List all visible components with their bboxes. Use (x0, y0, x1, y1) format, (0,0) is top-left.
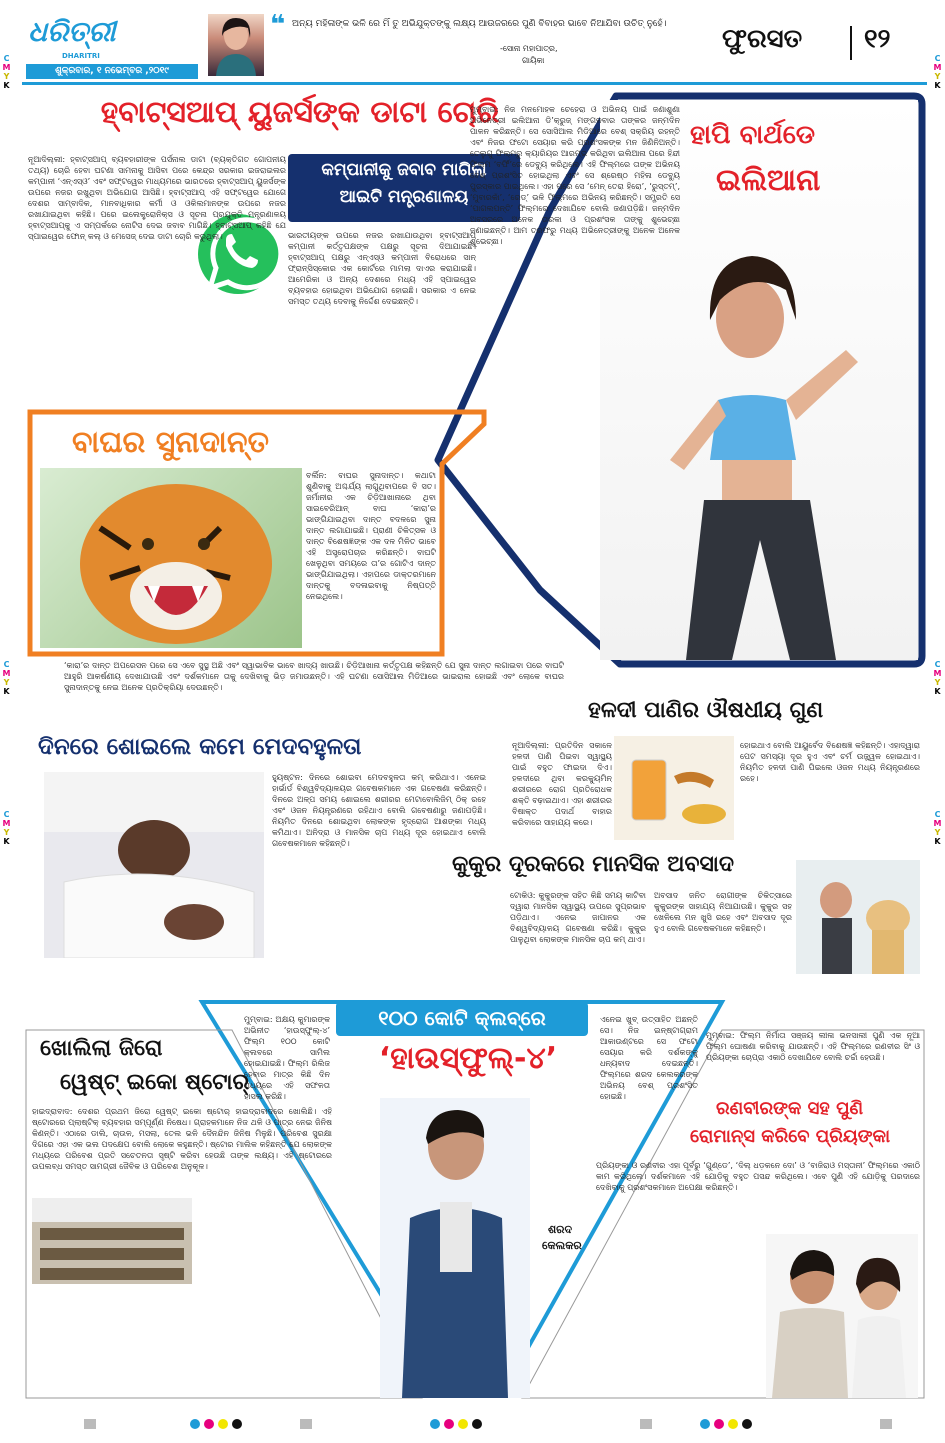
sleep-body: ହ୍ୟୁଷ୍ଟନ: ଦିନରେ ଶୋଇବା ମେଦବହୁଳତା କମ୍ କରିଥାଏ। ଏନେଇ ହାର୍ଭାର୍ଡ ବିଶ୍ୱବିଦ୍ୟାଳୟର ଗବେଷକମାନେ ଏକ ଗବେଷଣା କରିଛନ୍ତି। ଦିନରେ ଅଳ୍ପ ସମୟ ଶୋଇଲେ ଶରୀରର ମେଟାବୋଲିଜିମ୍ ଠିକ୍ ରହେ ଏବଂ ଓଜନ ନିୟନ୍ତ୍ରଣରେ ରହିଥାଏ ବୋଲି ଗବେଷଣାରୁ ଜଣାପଡ଼ିଛି। ନିୟମିତ ଦିନରେ ଶୋଇଥିବା ଲୋକଙ୍କ ହୃଦ୍‌ରୋଗ ଆଶଙ୍କା ମଧ୍ୟ କମିଥାଏ। ଅନିଦ୍ରା ଓ ମାନସିକ ଚାପ ମଧ୍ୟ ଦୂର ହୋଇଥାଏ ବୋଲି ଗବେଷକମାନେ କହିଛନ୍ତି। (272, 773, 486, 848)
reg-k: K (3, 81, 10, 90)
masthead (22, 10, 927, 88)
turmeric-body-1: ନୂଆଦିଲ୍ଲୀ: ପ୍ରତିଦିନ ସକାଳେ ହଳଦୀ ପାଣି ପିଇବା ସ୍ୱାସ୍ଥ୍ୟ ପାଇଁ ବହୁତ ଫାଇଦା ଦିଏ। ହଳଦୀରେ ଥିବା କରକ୍ୟୁମିନ୍ ଶରୀରରେ ରୋଗ ପ୍ରତିରୋଧକ ଶକ୍ତି ବଢ଼ାଇଥାଏ। ଏହା ଶରୀରର ବିଷାକ୍ତ ପଦାର୍ଥ ବାହାର କରିବାରେ ସାହାଯ୍ୟ କରେ। (512, 741, 612, 827)
whatsapp-sub-line2: ଆଇଟି ମନ୍ତ୍ରଣାଳୟ (339, 187, 469, 207)
paper-logo: ଧରିତ୍ରୀ (28, 15, 116, 48)
zero-body: ହାଇଦ୍ରାବାଦ: ଦେଶର ପ୍ରଥମ ଜିରୋ ୱେଷ୍ଟ୍ ଇକୋ ଷ୍ଟୋର୍ ହାଇଦ୍ରାବାଦରେ ଖୋଲିଛି। ଏହି ଷ୍ଟୋରରେ ପ୍ଲାଷ୍ଟିକ୍ ବ୍ୟବହାର ସମ୍ପୂର୍ଣ୍ଣ ନିଷେଧ। ଗ୍ରାହକମାନେ ନିଜ ଥଳି ଓ ପାତ୍ର ନେଇ ଜିନିଷ କିଣନ୍ତି। ଏଠାରେ ଡାଲି, ଚାଉଳ, ମସଲା, ତେଲ ଭଳି ଦୈନନ୍ଦିନ ଜିନିଷ ମିଳୁଛି। ପରିବେଶ ସୁରକ୍ଷା ଦିଗରେ ଏହା ଏକ ଭଲ ପଦକ୍ଷେପ ବୋଲି ଲୋକେ କହୁଛନ୍ତି। ଷ୍ଟୋର ମାଲିକ କହିଛନ୍ତି ଯେ ଲୋକଙ୍କ ମଧ୍ୟରେ ପରିବେଶ ପ୍ରତି ସଚେତନତା ସୃଷ୍ଟି କରିବା ହେଉଛି ତାଙ୍କ ଲକ୍ଷ୍ୟ। ଏହି ଷ୍ଟୋରରେ ଉପଲବ୍ଧ ସମସ୍ତ ସାମଗ୍ରୀ ଜୈବିକ ଓ ପରିବେଶ ଅନୁକୂଳ। (32, 1107, 332, 1171)
reg-k: K (3, 837, 10, 846)
ranveer-body-1: ମୁମ୍ବାଇ: ଫିଲ୍ମ ନିର୍ମାତା ସଞ୍ଜୟ ଲୀଳା ଭନସାଲୀ ପୁଣି ଏକ ନୂଆ ଫିଲ୍ମ ଘୋଷଣା କରିବାକୁ ଯାଉଛନ୍ତି। ଏହି ଫିଲ୍ମରେ ରଣବୀର ସିଂ ଓ ପ୍ରିୟଙ୍କା ଚୋପ୍ରା ଏକାଠି ଦେଖାଯିବେ ବୋଲି ଚର୍ଚ୍ଚା ହେଉଛି। (706, 1031, 920, 1062)
housefull-headline-main: ‘ହାଉସ୍‌ଫୁଲ୍-୪’ (378, 1041, 558, 1076)
reg-c: C (934, 54, 941, 63)
zero-headline-1: ଖୋଲିଲା ଜିରୋ (40, 1036, 163, 1061)
whatsapp-sub-line1: କମ୍ପାନୀକୁ ଜବାବ ମାଗିଲା (321, 160, 487, 180)
reg-y: Y (934, 72, 941, 81)
zero-headline-2: ୱେଷ୍ଟ୍ ଇକୋ ଷ୍ଟୋର୍ (60, 1070, 250, 1095)
housefull-caption-1: ଶରଦ (548, 1223, 573, 1236)
reg-k: K (934, 81, 941, 90)
sleep-headline: ଦିନରେ ଶୋଇଲେ କମେ ମେଦବହୁଳତା (38, 734, 362, 760)
reg-y: Y (934, 828, 941, 837)
reg-m: M (933, 669, 942, 678)
quote-mark-icon: ❝ (270, 10, 286, 40)
reg-marks-right-top (933, 54, 942, 90)
footer-color-bar-2 (430, 1414, 486, 1433)
footer-grey-bar-left (84, 1414, 96, 1433)
quote-portrait (208, 14, 264, 76)
housefull-top-box (336, 1002, 588, 1036)
reg-m: M (2, 819, 11, 828)
reg-y: Y (3, 828, 10, 837)
reg-m: M (2, 63, 11, 72)
zero-photo (32, 1198, 192, 1284)
reg-m: M (2, 669, 11, 678)
footer-color-bar-3 (700, 1414, 756, 1433)
issue-date: ଶୁକ୍ରବାର, ୧ ନଭେମ୍ବର ,୨୦୧୯ (26, 64, 198, 79)
page-number: ୧୨ (864, 24, 891, 54)
masthead-rule (22, 82, 927, 85)
whatsapp-headline: ହ୍ବାଟ୍ସଆପ୍ ୟୁଜର୍ସଙ୍କ ଡାଟା ଚୋରି (100, 95, 500, 130)
housefull-body-1: ମୁମ୍ବାଇ: ଅକ୍ଷୟ କୁମାରଙ୍କ ଅଭିନୀତ ‘ହାଉସ୍‌ଫୁଲ୍-୪’ ଫିଲ୍ମ ୧୦୦ କୋଟି କ୍ଲବରେ ସାମିଲ ହୋଇଯାଇଛି। ଫିଲ୍ମ ରିଲିଜ ହେବାର ମାତ୍ର କିଛି ଦିନ ମଧ୍ୟରେ ଏହି ସଫଳତା ହାସଲ କରିଛି। (244, 1015, 330, 1101)
quote-author: -ସୋନା ମହାପାତ୍ର, (500, 44, 558, 53)
reg-marks-left-top (2, 54, 11, 90)
dog-body-2: ଅବସାଦ ଜନିତ ରୋଗୀଙ୍କ ଚିକିତ୍ସାରେ କୁକୁରଙ୍କ ସାହାଯ୍ୟ ନିଆଯାଉଛି। କୁକୁର ସହ ଖେଳିଲେ ମନ ଖୁସି ରହେ ଏବଂ ଅବସାଦ ଦୂର ହୁଏ ବୋଲି ଗବେଷକମାନେ କହିଛନ୍ତି। (654, 891, 792, 933)
ileana-body: ମୁମ୍ବାଇ: ନିଜ ମନମୋହକ ଚେହେରା ଓ ଅଭିନୟ ପାଇଁ ଜଣାଶୁଣା ଅଭିନେତ୍ରୀ ଇଲିଆନା ଡି’କ୍ରୁଜ୍ ମଙ୍ଗଳବାର ତାଙ୍କର ଜନ୍ମଦିନ ପାଳନ କରିଛନ୍ତି। ସେ ସୋସିଆଲ ମିଡିଆରେ ବେଶ୍ ସକ୍ରିୟ ରହନ୍ତି ଏବଂ ନିଜର ଫଟୋ ସେୟାର କରି ପ୍ରଶଂସକଙ୍କ ମନ ଜିଣିନିଅନ୍ତି। ତେଲୁଗୁ ଫିଲ୍ମରୁ କ୍ୟାରିୟର ଆରମ୍ଭ କରିଥିବା ଇଲିଆନା ପରେ ହିନ୍ଦୀ ଫିଲ୍ମ ‘ବର୍ଫି’ରେ ଡେବ୍ୟୁ କରିଥିଲେ। ଏହି ଫିଲ୍ମରେ ତାଙ୍କ ଅଭିନୟ ବେଶ୍ ପ୍ରଶଂସିତ ହୋଇଥିଲା ଏବଂ ସେ ଶ୍ରେଷ୍ଠ ମହିଳା ଡେବ୍ୟୁ ପୁରସ୍କାର ପାଇଥିଲେ। ଏହା ପରେ ସେ ‘ମେନ୍ ତେରା ହିରୋ’, ‘ରୁସ୍ତମ୍’, ‘ମୁବାରକାଁ’, ‘ରେଡ୍’ ଭଳି ଫିଲ୍ମରେ ଅଭିନୟ କରିଛନ୍ତି। ସମ୍ପ୍ରତି ସେ ‘ପାଗଲପନ୍ତି’ ଫିଲ୍ମରେ ଦେଖାଯିବେ ବୋଲି ଜଣାପଡ଼ିଛି। ଜନ୍ମଦିନ ଅବସରରେ ଅନେକ ତାରକା ଓ ପ୍ରଶଂସକ ତାଙ୍କୁ ଶୁଭେଚ୍ଛା ଜଣାଇଛନ୍ତି। ଆମ ତରଫରୁ ମଧ୍ୟ ଅଭିନେତ୍ରୀଙ୍କୁ ଅନେକ ଅନେକ ଶୁଭେଚ୍ଛା। (470, 105, 680, 246)
quote-role: ଗାୟିକା (522, 56, 545, 65)
footer-color-bar (190, 1414, 246, 1433)
ranveer-headline-1: ରଣବୀରଙ୍କ ସହ ପୁଣି (716, 1098, 864, 1119)
reg-y: Y (3, 72, 10, 81)
reg-marks-right-mid (933, 660, 942, 696)
portrait-figure-icon (208, 14, 264, 76)
tiger-headline: ବାଘର ସୁନାଦାନ୍ତ (72, 425, 269, 460)
ileana-headline-1: ହାପି ବାର୍ଥଡେ (690, 120, 815, 150)
quote-text: ଅନ୍ୟ ମହିଳାଙ୍କ ଭଳି ରେ ମିଁ ତୁ ଅଭିଯୁକ୍ତଙ୍କୁ ଲକ୍ଷ୍ୟ ଆଉଜରରେ ପୁଣି ବିବାହର ଭାବେ ନିଆଯିବା ଉଚିତ୍ ନୁହେଁ। (292, 19, 667, 29)
reg-c: C (3, 660, 10, 669)
reg-y: Y (3, 678, 10, 687)
dog-body-1: ଟୋକିଓ: କୁକୁରଙ୍କ ସହିତ କିଛି ସମୟ କାଟିବା ଦ୍ୱାରା ମାନସିକ ସ୍ୱାସ୍ଥ୍ୟ ଉପରେ ସୁପ୍ରଭାବ ପଡ଼ିଥାଏ। ଏନେଇ ଜାପାନର ଏକ ବିଶ୍ୱବିଦ୍ୟାଳୟ ଗବେଷଣା କରିଛି। କୁକୁର ପାଳୁଥିବା ଲୋକଙ୍କ ମାନସିକ ଚାପ କମ୍ ଥାଏ। (510, 891, 646, 944)
reg-c: C (934, 810, 941, 819)
turmeric-body-2: ହୋଇଥାଏ ବୋଲି ଆୟୁର୍ବେଦ ବିଶେଷଜ୍ଞ କହିଛନ୍ତି। ଏହାଦ୍ୱାରା ପେଟ ସମସ୍ୟା ଦୂର ହୁଏ ଏବଂ ଚର୍ମ ଉଜ୍ଜ୍ୱଳ ହୋଇଥାଏ। ନିୟମିତ ହଳଦୀ ପାଣି ପିଇଲେ ଓଜନ ମଧ୍ୟ ନିୟନ୍ତ୍ରଣରେ ରହେ। (740, 741, 920, 783)
section-title: ଫୁରସତ (722, 24, 803, 54)
dog-photo (796, 860, 920, 974)
reg-k: K (934, 687, 941, 696)
ranveer-body-2: ପ୍ରିୟଙ୍କା ଓ ରଣବୀର ଏହା ପୂର୍ବରୁ ‘ଗୁଣ୍ଡେ’, ‘ଦିଲ୍ ଧଡ଼କନେ ଦୋ’ ଓ ‘ବାଜିରାଓ ମସ୍ତାନୀ’ ଫିଲ୍ମରେ ଏକାଠି କାମ କରିଥିଲେ। ଦର୍ଶକମାନେ ଏହି ଯୋଡ଼ିକୁ ବହୁତ ପସନ୍ଦ କରିଥିଲେ। ଏବେ ପୁଣି ଏହି ଯୋଡ଼ିକୁ ପରଦାରେ ଦେଖିବାକୁ ପ୍ରଶଂସକମାନେ ଅପେକ୍ଷା କରିଛନ୍ତି। (596, 1161, 920, 1192)
reg-m: M (933, 819, 942, 828)
tiger-photo (40, 468, 302, 648)
reg-marks-left-mid (2, 660, 11, 696)
footer-grey-bar-right (640, 1414, 652, 1433)
reg-k: K (3, 687, 10, 696)
housefull-headline-top: ୧୦୦ କୋଟି କ୍ଲବ୍‌ରେ (378, 1006, 546, 1030)
reg-y: Y (934, 678, 941, 687)
housefull-photo (380, 1098, 530, 1398)
reg-marks-right-low (933, 810, 942, 846)
whatsapp-body-2: ଭାରତୀୟଙ୍କ ଉପରେ ନଜର ରଖାଯାଉଥିବା ହ୍ବାଟ୍ସଆପ୍ କମ୍ପାନୀ କର୍ତ୍ତୃପକ୍ଷଙ୍କ ପକ୍ଷରୁ ସୂଚନା ଦିଆଯାଇଛି। ହ୍ବାଟ୍ସଆପ୍ ପକ୍ଷରୁ ଏନ୍‌ଏସ୍‌ଓ କମ୍ପାନୀ ବିରୋଧରେ ସାନ୍ ଫ୍ରାନ୍ସିସ୍କୋର ଏକ କୋର୍ଟରେ ମାମଲା ଦାଏର କରାଯାଇଛି। ଆମେରିକା ଓ ଅନ୍ୟ ଦେଶରେ ମଧ୍ୟ ଏହି ସ୍ପାଇୱେର ବ୍ୟବହାର ହୋଇଥିବା ଅଭିଯୋଗ ହୋଇଛି। ସରକାର ଏ ନେଇ ସମସ୍ତ ତଥ୍ୟ ଦେବାକୁ ନିର୍ଦ୍ଦେଶ ଦେଇଛନ୍ତି। (288, 231, 476, 306)
sleep-photo (44, 772, 264, 958)
tiger-body-2: ‘କାରା’ର ଦାନ୍ତ ଅପରେସନ ପରେ ସେ ଏବେ ସୁସ୍ଥ ଅଛି ଏବଂ ସ୍ୱାଭାବିକ ଭାବେ ଖାଦ୍ୟ ଖାଉଛି। ଚିଡ଼ିଆଖାନା କର୍ତ୍ତୃପକ୍ଷ କହିଛନ୍ତି ଯେ ସୁନା ଦାନ୍ତ ଲଗାଇବା ପରେ ବାଘଟି ଆହୁରି ଆକର୍ଷଣୀୟ ଦେଖାଯାଉଛି ଏବଂ ଦର୍ଶକମାନେ ତାକୁ ଦେଖିବାକୁ ଭିଡ଼ ଜମାଉଛନ୍ତି। ଏହି ଘଟଣା ସୋସିଆଲ ମିଡିଆରେ ଭାଇରାଲ ହୋଇଛି ଏବଂ ଲୋକେ ବାଘର ସୁନାଦାନ୍ତକୁ ନେଇ ଅନେକ ପ୍ରତିକ୍ରିୟା ଦେଉଛନ୍ତି। (64, 661, 564, 692)
reg-marks-left-low (2, 810, 11, 846)
reg-c: C (934, 660, 941, 669)
whatsapp-body-1: ନୂଆଦିଲ୍ଲୀ: ହ୍ବାଟ୍ସଆପ୍ ବ୍ୟବହାରୀଙ୍କ ପର୍ସନାଲ ଡାଟା (ବ୍ୟକ୍ତିଗତ ଗୋପନୀୟ ତଥ୍ୟ) ଚୋରି ହେବା ଘଟଣା ସାମନାକୁ ଆସିବା ପରେ କେନ୍ଦ୍ର ସରକାର ଇଜରାଇଲର କମ୍ପାନୀ ‘ଏନ୍‌ଏସ୍‌ଓ’ ଏବଂ ସଫ୍ଟୱେର ମାଧ୍ୟମରେ ଭାରତରେ ହ୍ବାଟ୍ସଆପ୍ ୟୁଜର୍ସଙ୍କ ଉପରେ ନଜର ରଖୁଥିବା ଅଭିଯୋଗ ଆସିଛି। ହ୍ବାଟ୍ସଆପ୍ ଏହି ସଫ୍ଟୱେର ଯୋଗେ ଦେଶର ସାମ୍ବାଦିକ, ମାନବାଧିକାର କର୍ମୀ ଓ ଓକିଲମାନଙ୍କ ଉପରେ ନଜର ରଖାଯାଇଥିବା କହିଛି। ପରେ ଇଲେକ୍ଟ୍ରୋନିକ୍ସ ଓ ସୂଚନା ପ୍ରଯୁକ୍ତି ମନ୍ତ୍ରଣାଳୟ ହ୍ବାଟ୍ସଆପ୍‌କୁ ଏ ସମ୍ପର୍କରେ ନୋଟିସ ଦେଇ ଜବାବ ମାଗିଛି। ହ୍ବାଟ୍ସଆପ୍ କହିଛି ଯେ ସ୍ପାଇୱେର ଫୋନ୍ କଲ୍ ଓ ମେସେଜ୍ ଦେଇ ଡାଟା ଚୋରି କରୁଥିଲା। (28, 155, 286, 241)
ranveer-headline-2: ରୋମାନ୍ସ କରିବେ ପ୍ରିୟଙ୍କା (690, 1126, 891, 1147)
turmeric-photo (614, 736, 734, 840)
footer-grey-bar-mid (300, 1414, 312, 1433)
reg-k: K (934, 837, 941, 846)
housefull-body-2: ଏନେଇ ଖୁବ୍ ଉତ୍ସାହିତ ଅଛନ୍ତି ସେ। ନିଜ ଇନ୍‌ଷ୍ଟାଗ୍ରାମ ଆକାଉଣ୍ଟରେ ସେ ଫଟୋ ସେୟାର କରି ଦର୍ଶକଙ୍କୁ ଧନ୍ୟବାଦ ଦେଇଛନ୍ତି। ଫିଲ୍ମରେ ଶରଦ କେଲକରଙ୍କ ଅଭିନୟ ବେଶ୍ ପ୍ରଶଂସିତ ହୋଇଛି। (600, 1015, 698, 1101)
housefull-caption-2: କେଲକର (542, 1239, 582, 1252)
dog-headline: କୁକୁର ଦୂରକରେ ମାନସିକ ଅବସାଦ (452, 852, 735, 877)
ranveer-photo (766, 1234, 918, 1398)
section-divider (850, 26, 852, 60)
ileana-headline-2: ଇଲିଆନା (716, 163, 821, 198)
reg-c: C (3, 810, 10, 819)
paper-logo-sub: DHARITRI (62, 52, 100, 60)
reg-m: M (933, 63, 942, 72)
tiger-body-1: ବର୍ଲିନ: ବାଘର ସୁନାଦାନ୍ତ। କଥାଟା ଶୁଣିବାକୁ ଅଶ୍ଚର୍ଯ୍ୟ ଲାଗୁଥିବାପରେ ବି ସତ। ଜର୍ମାନୀର ଏକ ଚିଡ଼ିଆଖାନାରେ ଥିବା ସାଇବେରିଆନ୍ ବାଘ ‘କାରା’ର ଭାଙ୍ଗିଯାଇଥିବା ଦାନ୍ତ ବଦଳରେ ସୁନା ଦାନ୍ତ ଲଗାଯାଇଛି। ପ୍ରାଣୀ ଚିକିତ୍ସକ ଓ ଦାନ୍ତ ବିଶେଷଜ୍ଞଙ୍କ ଏକ ଦଳ ମିଳିତ ଭାବେ ଏହି ଅସ୍ତ୍ରୋପଚାର କରିଛନ୍ତି। ବାଘଟି ଖେଳୁଥିବା ସମୟରେ ତା’ର ଗୋଟିଏ ଦାନ୍ତ ଭାଙ୍ଗିଯାଇଥିଲା। ଏହାପରେ ଡାକ୍ତରମାନେ ଦାନ୍ତକୁ ବଦଳାଇବାକୁ ନିଷ୍ପତ୍ତି ନେଇଥିଲେ। (306, 471, 436, 601)
reg-c: C (3, 54, 10, 63)
turmeric-headline: ହଳଦୀ ପାଣିର ଔଷଧୀୟ ଗୁଣ (588, 698, 824, 723)
footer-grey-bar-end (880, 1414, 892, 1433)
